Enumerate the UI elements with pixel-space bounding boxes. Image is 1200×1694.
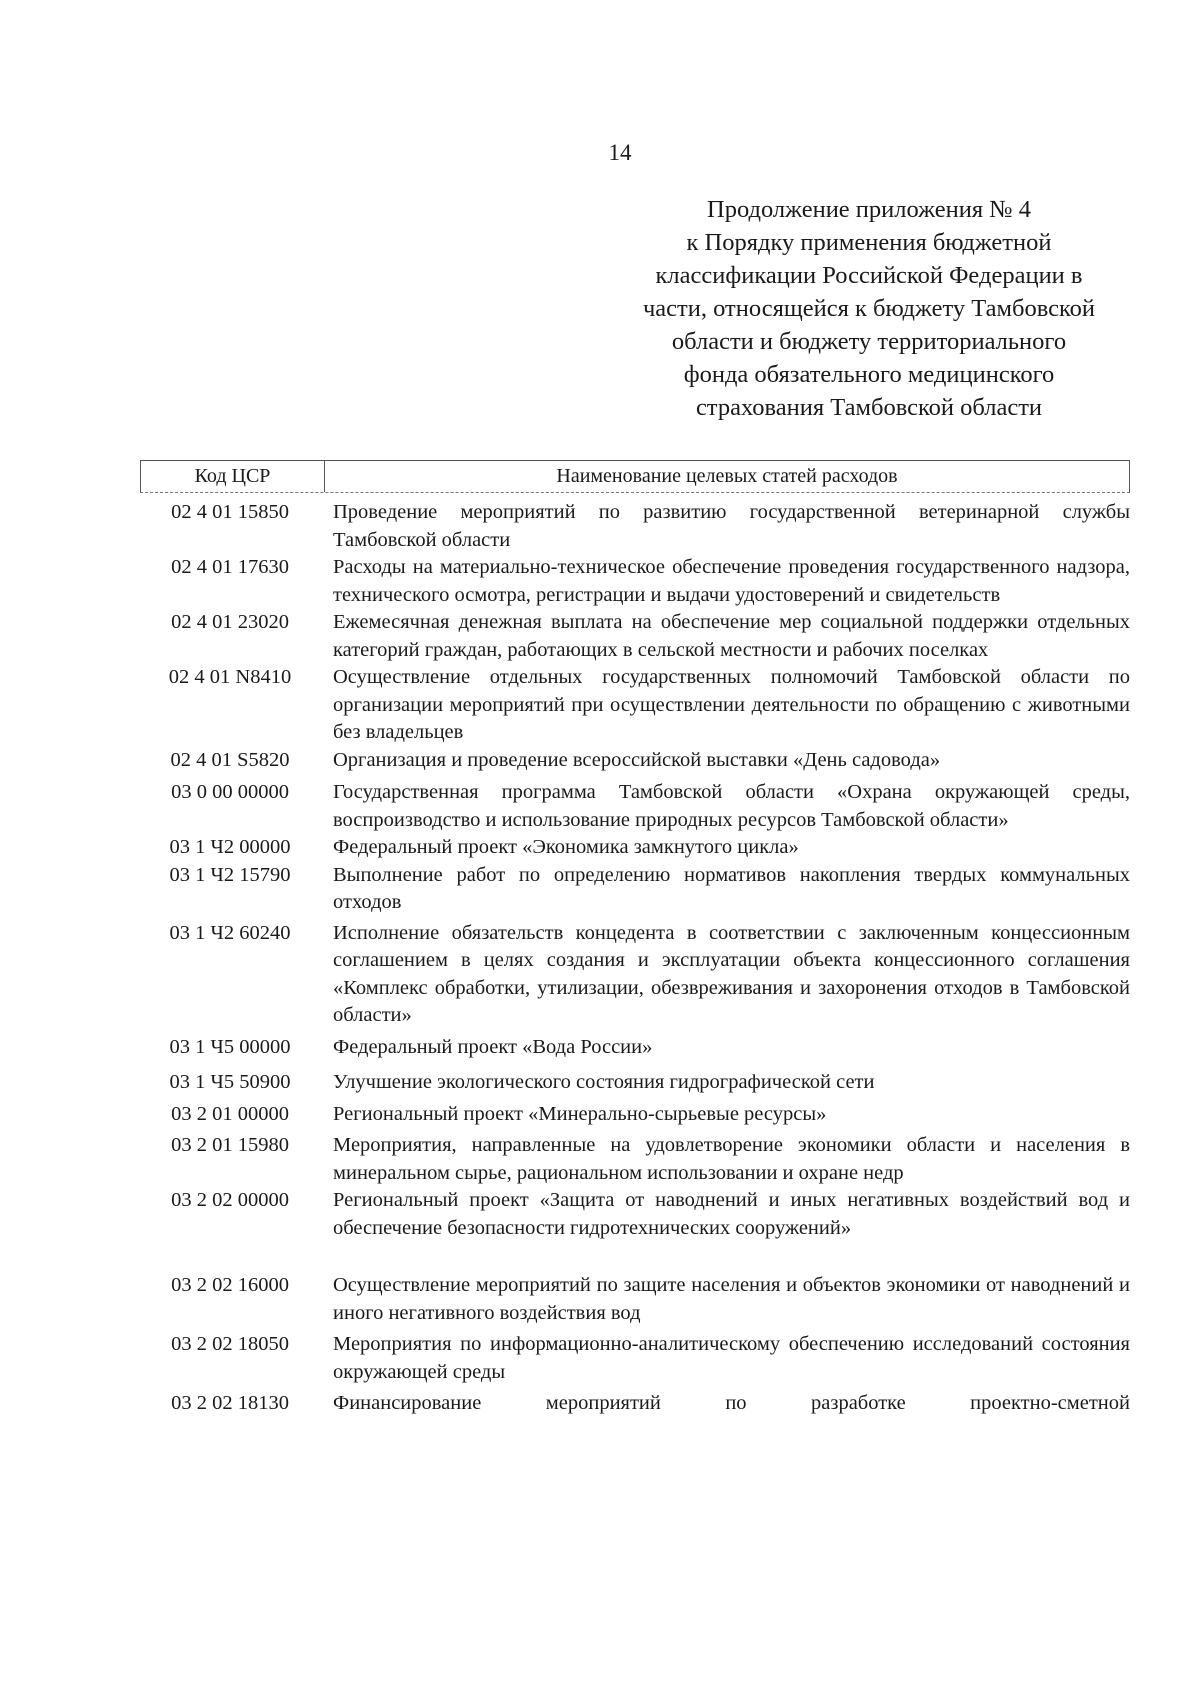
- table-row: [140, 664, 1130, 747]
- header-line: фонда обязательного медицинского: [683, 361, 1055, 388]
- row-code: 03 1 Ч2 00000: [169, 836, 291, 858]
- row-code: 03 1 Ч5 50900: [169, 1071, 291, 1093]
- row-code: 03 0 00 00000: [171, 781, 289, 803]
- table-row: [140, 1187, 1130, 1242]
- table-row: [140, 1331, 1130, 1386]
- row-code: 02 4 01 N8410: [168, 666, 292, 688]
- column-header-name: Наименование целевых статей расходов: [556, 465, 898, 487]
- table-row: [140, 1132, 1130, 1187]
- row-code: 03 2 02 18050: [171, 1333, 289, 1355]
- header-line: страхования Тамбовской области: [695, 394, 1043, 421]
- table-row: [140, 779, 1130, 834]
- row-name: Организация и проведение всероссийской выставки «День садовода»: [333, 748, 941, 771]
- appendix-header: [608, 193, 1130, 424]
- table-row: [140, 1069, 1130, 1097]
- row-name: Мероприятия по информационно-аналитическому обеспечению исследований состояния окружающей среды: [333, 1333, 1130, 1383]
- row-code: 03 2 02 00000: [171, 1189, 289, 1211]
- table-row: [140, 747, 1130, 775]
- row-code: 02 4 01 S5820: [170, 748, 290, 771]
- table-row: [140, 554, 1130, 609]
- table-row: [140, 1390, 1130, 1418]
- header-line: к Порядку применения бюджетной: [686, 229, 1052, 256]
- header-line: области и бюджету территориального: [671, 328, 1067, 355]
- row-code: 03 2 02 18130: [171, 1392, 289, 1414]
- row-code: 02 4 01 15850: [171, 501, 289, 523]
- row-code: 03 2 01 00000: [171, 1102, 289, 1125]
- page-number: 14: [608, 140, 632, 165]
- header-line: классификации Российской Федерации в: [655, 262, 1083, 289]
- table-row: [140, 920, 1130, 1030]
- header-line: Продолжение приложения № 4: [707, 196, 1031, 223]
- header-line: части, относящейся к бюджету Тамбовской: [642, 295, 1096, 322]
- row-name: Региональный проект «Защита от наводнений и иных негативных воздействий вод и обеспечение безопасности гидротехнических сооружений»: [333, 1189, 1130, 1239]
- row-code: 02 4 01 23020: [171, 611, 289, 633]
- table-row: [140, 862, 1130, 917]
- row-name: Региональный проект «Минерально-сырьевые ресурсы»: [333, 1102, 827, 1125]
- row-name: Федеральный проект «Вода России»: [333, 1035, 653, 1058]
- table-header: [140, 460, 1130, 493]
- row-code: 03 2 02 16000: [171, 1274, 289, 1296]
- row-name: Проведение мероприятий по развитию государственной ветеринарной службы Тамбовской области: [333, 501, 1130, 551]
- table-row: [140, 499, 1130, 554]
- row-name: Ежемесячная денежная выплата на обеспечение мер социальной поддержки отдельных категорий граждан, работающих в сельской местности и рабочих поселках: [333, 611, 1130, 661]
- row-name: Расходы на материально-техническое обеспечение проведения государственного надзора, технического осмотра, регистрации и выдачи удостоверений и свидетельств: [333, 556, 1130, 606]
- column-header-code: Код ЦСР: [141, 461, 325, 492]
- table-row: [140, 1034, 1130, 1062]
- row-code: 03 1 Ч2 15790: [169, 863, 291, 886]
- table-row: [140, 834, 1130, 862]
- row-code: 03 2 01 15980: [171, 1134, 289, 1156]
- row-name: Исполнение обязательств концедента в соответствии с заключенным концессионным соглашением в целях создания и эксплуатации объекта концессионного соглашения «Комплекс обработки, утилизации, обезвреживания и захоронения отходов в Тамбовской области»: [333, 921, 1130, 1026]
- row-name: Государственная программа Тамбовской области «Охрана окружающей среды, воспроизводство и использование природных ресурсов Тамбовской области»: [333, 781, 1130, 831]
- row-name: Финансирование мероприятий по разработке проектно-сметной: [333, 1392, 1130, 1414]
- row-name: Мероприятия, направленные на удовлетворение экономики области и населения в минеральном сырье, рациональном использовании и охране недр: [333, 1134, 1130, 1184]
- row-code: 03 1 Ч5 00000: [169, 1035, 291, 1058]
- row-name: Осуществление отдельных государственных полномочий Тамбовской области по организации мероприятий при осуществлении деятельности по обращению с животными без владельцев: [333, 666, 1130, 743]
- row-code: 03 1 Ч2 60240: [169, 921, 291, 944]
- row-name: Улучшение экологического состояния гидрографической сети: [333, 1071, 875, 1093]
- table-body: [140, 499, 1130, 1418]
- table-row: [140, 609, 1130, 664]
- row-name: Осуществление мероприятий по защите населения и объектов экономики от наводнений и иного негативного воздействия вод: [333, 1274, 1130, 1324]
- row-name: Федеральный проект «Экономика замкнутого цикла»: [333, 836, 799, 858]
- expense-items-table: [140, 460, 1130, 1418]
- row-name: Выполнение работ по определению нормативов накопления твердых коммунальных отходов: [333, 863, 1130, 913]
- table-row: [140, 1272, 1130, 1327]
- row-code: 02 4 01 17630: [171, 556, 289, 578]
- table-row: [140, 1101, 1130, 1129]
